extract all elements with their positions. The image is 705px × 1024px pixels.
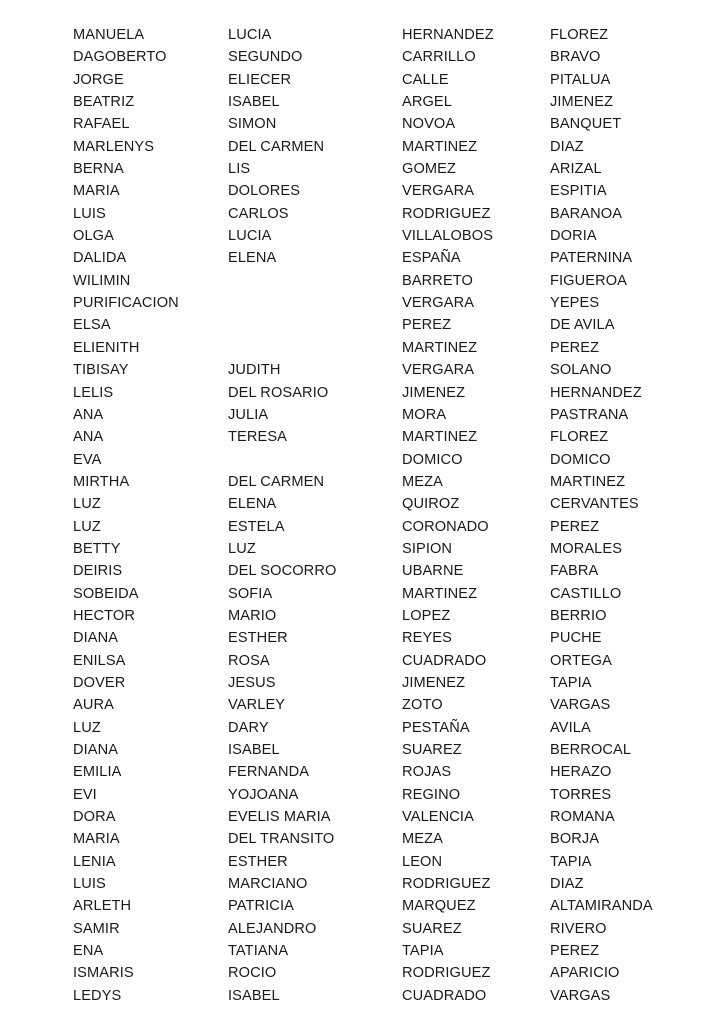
first-surname-cell: MARTINEZ (402, 585, 478, 602)
first-surname-cell: CARRILLO (402, 49, 476, 66)
second-surname-cell: PEREZ (550, 943, 600, 960)
first-surname-cell: MORA (402, 406, 447, 423)
second-name-cell: SIMON (228, 116, 277, 133)
table-row (73, 337, 683, 359)
first-name-cell: LUZ (73, 518, 101, 535)
second-name-cell: MARIO (228, 607, 277, 624)
first-name-cell: DALIDA (73, 250, 127, 267)
table-row (73, 806, 683, 828)
second-surname-cell: FABRA (550, 563, 599, 580)
second-surname-cell: PITALUA (550, 71, 611, 88)
second-name-cell: TERESA (228, 429, 287, 446)
second-surname-cell: APARICIO (550, 965, 620, 982)
first-surname-cell: VERGARA (402, 183, 475, 200)
second-name-cell: ESTHER (228, 630, 288, 647)
second-name-cell: ALEJANDRO (228, 920, 317, 937)
second-surname-cell: BANQUET (550, 116, 622, 133)
first-surname-cell: SUAREZ (402, 742, 462, 758)
second-surname-cell: FIGUEROA (550, 272, 628, 289)
first-surname-cell: CUADRADO (402, 652, 487, 669)
table-row (73, 940, 683, 962)
first-name-cell: TIBISAY (73, 362, 129, 379)
table-row (73, 404, 683, 426)
first-name-cell: DIANA (73, 742, 119, 758)
first-name-cell: BETTY (73, 540, 121, 557)
second-surname-cell: RIVERO (550, 920, 607, 937)
first-surname-cell: VALENCIA (402, 809, 474, 826)
first-name-cell: MARLENYS (73, 138, 155, 155)
table-row (73, 851, 683, 873)
first-surname-cell: NOVOA (402, 116, 456, 133)
second-name-cell: JESUS (228, 674, 276, 691)
second-surname-cell: AVILA (550, 719, 591, 736)
table-row (73, 828, 683, 850)
first-surname-cell: GOMEZ (402, 161, 457, 178)
table-row (73, 113, 683, 135)
first-name-cell: BERNA (73, 161, 124, 178)
second-name-cell: ISABEL (228, 742, 280, 758)
table-row (73, 225, 683, 247)
first-name-cell: ISMARIS (73, 965, 134, 982)
first-name-cell: WILIMIN (73, 272, 131, 289)
second-surname-cell: PATERNINA (550, 250, 633, 267)
first-name-cell: ANA (73, 406, 104, 423)
table-row (73, 918, 683, 940)
second-surname-cell: ESPITIA (550, 183, 607, 200)
second-surname-cell: BORJA (550, 831, 600, 848)
first-name-cell: EMILIA (73, 764, 122, 781)
first-surname-cell: QUIROZ (402, 496, 460, 513)
table-row (73, 895, 683, 917)
first-name-cell: ELSA (73, 317, 111, 334)
first-name-cell: DAGOBERTO (73, 49, 167, 66)
first-name-cell: DEIRIS (73, 563, 123, 580)
table-row (73, 247, 683, 269)
table-row (73, 203, 683, 225)
second-surname-cell: HERNANDEZ (550, 384, 642, 401)
second-surname-cell: YEPES (550, 295, 600, 312)
second-name-cell (228, 270, 402, 292)
second-surname-cell: DOMICO (550, 451, 611, 468)
second-surname-cell: DE AVILA (550, 317, 615, 334)
first-surname-cell: MEZA (402, 831, 443, 848)
table-row (73, 717, 683, 739)
first-name-cell: SOBEIDA (73, 585, 139, 602)
second-surname-cell: SOLANO (550, 362, 612, 379)
second-name-cell: ROSA (228, 652, 270, 669)
second-name-cell: DEL CARMEN (228, 138, 325, 155)
first-name-cell: LUIS (73, 876, 106, 893)
first-name-cell: DOVER (73, 674, 126, 691)
first-name-cell: SAMIR (73, 920, 120, 937)
second-surname-cell: DIAZ (550, 876, 584, 893)
first-surname-cell: MARTINEZ (402, 138, 478, 155)
first-surname-cell: PEREZ (402, 317, 452, 334)
first-surname-cell: HERNANDEZ (402, 27, 494, 43)
second-surname-cell: FLOREZ (550, 27, 609, 43)
second-name-cell: SEGUNDO (228, 49, 303, 66)
first-surname-cell: RODRIGUEZ (402, 965, 491, 982)
first-name-cell: LUIS (73, 205, 106, 222)
second-name-cell (228, 449, 402, 471)
second-surname-cell: VARGAS (550, 697, 611, 714)
table-row (73, 270, 683, 292)
first-name-cell: EVI (73, 786, 97, 803)
first-name-cell: EVA (73, 451, 102, 468)
first-surname-cell: CUADRADO (402, 987, 487, 1004)
first-name-cell: MARIA (73, 183, 120, 200)
second-name-cell (228, 314, 402, 336)
second-name-cell: DEL TRANSITO (228, 831, 335, 848)
first-surname-cell: JIMENEZ (402, 384, 466, 401)
table-row (73, 873, 683, 895)
second-surname-cell: FLOREZ (550, 429, 609, 446)
first-name-cell: ELIENITH (73, 339, 140, 356)
second-surname-cell: PEREZ (550, 339, 600, 356)
first-surname-cell: MARQUEZ (402, 898, 476, 915)
table-row (73, 694, 683, 716)
second-name-cell: DEL CARMEN (228, 473, 325, 490)
table-row (73, 449, 683, 471)
first-surname-cell: PESTAÑA (402, 719, 470, 736)
second-surname-cell: DIAZ (550, 138, 584, 155)
second-name-cell: YOJOANA (228, 786, 299, 803)
second-surname-cell: VARGAS (550, 987, 611, 1004)
first-surname-cell: ARGEL (402, 94, 452, 111)
first-name-cell: LEDYS (73, 987, 122, 1004)
first-name-cell: PURIFICACION (73, 295, 179, 312)
first-name-cell: ENILSA (73, 652, 126, 669)
second-surname-cell: BERROCAL (550, 742, 632, 758)
first-surname-cell: SIPION (402, 540, 453, 557)
table-row (73, 516, 683, 538)
first-name-cell: ANA (73, 429, 104, 446)
second-name-cell: VARLEY (228, 697, 286, 714)
second-name-cell: CARLOS (228, 205, 289, 222)
first-surname-cell: VERGARA (402, 295, 475, 312)
second-surname-cell: TAPIA (550, 674, 592, 691)
first-surname-cell: CORONADO (402, 518, 489, 535)
second-surname-cell: PUCHE (550, 630, 602, 647)
table-row (73, 359, 683, 381)
first-surname-cell: MEZA (402, 473, 443, 490)
first-name-cell: JORGE (73, 71, 124, 88)
second-surname-cell: MORALES (550, 540, 623, 557)
first-name-cell: MARIA (73, 831, 120, 848)
first-name-cell: AURA (73, 697, 114, 714)
first-name-cell: LELIS (73, 384, 114, 401)
first-surname-cell: REYES (402, 630, 452, 647)
first-surname-cell: REGINO (402, 786, 461, 803)
second-surname-cell: CASTILLO (550, 585, 622, 602)
first-name-cell: LUZ (73, 496, 101, 513)
first-surname-cell: ESPAÑA (402, 250, 461, 267)
second-name-cell: LUCIA (228, 228, 272, 245)
first-surname-cell: MARTINEZ (402, 429, 478, 446)
second-surname-cell: ROMANA (550, 809, 615, 826)
second-surname-cell: JIMENEZ (550, 94, 614, 111)
second-surname-cell: TORRES (550, 786, 612, 803)
first-surname-cell: MARTINEZ (402, 339, 478, 356)
table-row (73, 136, 683, 158)
second-name-cell: DEL ROSARIO (228, 384, 329, 401)
first-name-cell: RAFAEL (73, 116, 130, 133)
second-name-cell: DARY (228, 719, 269, 736)
first-surname-cell: LEON (402, 853, 443, 870)
first-surname-cell: VILLALOBOS (402, 228, 494, 245)
first-name-cell: DIANA (73, 630, 119, 647)
table-row (73, 583, 683, 605)
second-name-cell (228, 337, 402, 359)
first-name-cell: LUZ (73, 719, 101, 736)
table-row (73, 314, 683, 336)
second-surname-cell: ARIZAL (550, 161, 602, 178)
second-name-cell: ISABEL (228, 987, 280, 1004)
table-row (73, 538, 683, 560)
second-name-cell: ELIECER (228, 71, 292, 88)
first-surname-cell: CALLE (402, 71, 449, 88)
table-row (73, 605, 683, 627)
second-name-cell: LUCIA (228, 27, 272, 43)
second-name-cell: SOFIA (228, 585, 273, 602)
first-name-cell: MANUELA (73, 27, 145, 43)
table-row (73, 761, 683, 783)
names-table (73, 24, 683, 1007)
table-row (73, 471, 683, 493)
table-row (73, 292, 683, 314)
first-surname-cell: BARRETO (402, 272, 473, 289)
table-row (73, 382, 683, 404)
table-row (73, 784, 683, 806)
second-name-cell: LIS (228, 161, 251, 178)
second-name-cell: ROCIO (228, 965, 277, 982)
table-row (73, 24, 683, 46)
table-row (73, 672, 683, 694)
first-surname-cell: UBARNE (402, 563, 464, 580)
table-row (73, 627, 683, 649)
second-surname-cell: ALTAMIRANDA (550, 898, 653, 915)
second-surname-cell: ORTEGA (550, 652, 612, 669)
first-name-cell: BEATRIZ (73, 94, 135, 111)
second-name-cell: PATRICIA (228, 898, 294, 915)
second-name-cell: FERNANDA (228, 764, 310, 781)
first-surname-cell: ZOTO (402, 697, 443, 714)
second-name-cell: JUDITH (228, 362, 281, 379)
table-row (73, 69, 683, 91)
second-name-cell: EVELIS MARIA (228, 809, 331, 826)
names-table-body (73, 24, 683, 1007)
second-surname-cell: CERVANTES (550, 496, 639, 513)
second-surname-cell: DORIA (550, 228, 597, 245)
table-row (73, 739, 683, 761)
second-name-cell: DOLORES (228, 183, 301, 200)
first-surname-cell: DOMICO (402, 451, 463, 468)
table-row (73, 426, 683, 448)
table-row (73, 46, 683, 68)
second-surname-cell: HERAZO (550, 764, 612, 781)
first-surname-cell: ROJAS (402, 764, 452, 781)
first-surname-cell: SUAREZ (402, 920, 462, 937)
first-name-cell: ENA (73, 943, 104, 960)
second-name-cell: MARCIANO (228, 876, 308, 893)
first-surname-cell: JIMENEZ (402, 674, 466, 691)
second-surname-cell: PEREZ (550, 518, 600, 535)
table-row (73, 650, 683, 672)
table-row (73, 985, 683, 1007)
second-name-cell: ELENA (228, 250, 277, 267)
second-name-cell: LUZ (228, 540, 256, 557)
first-surname-cell: RODRIGUEZ (402, 205, 491, 222)
table-row (73, 180, 683, 202)
second-surname-cell: PASTRANA (550, 406, 629, 423)
first-name-cell: LENIA (73, 853, 116, 870)
table-row (73, 158, 683, 180)
first-surname-cell: LOPEZ (402, 607, 451, 624)
second-name-cell: ISABEL (228, 94, 280, 111)
second-surname-cell: BARANOA (550, 205, 623, 222)
second-surname-cell: MARTINEZ (550, 473, 626, 490)
first-name-cell: HECTOR (73, 607, 135, 624)
table-row (73, 962, 683, 984)
second-surname-cell: BERRIO (550, 607, 607, 624)
second-name-cell: ESTHER (228, 853, 288, 870)
table-row (73, 493, 683, 515)
first-name-cell: ARLETH (73, 898, 132, 915)
second-name-cell: DEL SOCORRO (228, 563, 337, 580)
first-surname-cell: RODRIGUEZ (402, 876, 491, 893)
first-name-cell: OLGA (73, 228, 114, 245)
second-name-cell: JULIA (228, 406, 269, 423)
second-name-cell: ELENA (228, 496, 277, 513)
first-surname-cell: VERGARA (402, 362, 475, 379)
second-name-cell: TATIANA (228, 943, 289, 960)
first-name-cell: MIRTHA (73, 473, 130, 490)
table-row (73, 560, 683, 582)
first-name-cell: DORA (73, 809, 116, 826)
second-surname-cell: TAPIA (550, 853, 592, 870)
second-name-cell: ESTELA (228, 518, 285, 535)
second-surname-cell: BRAVO (550, 49, 601, 66)
second-name-cell (228, 292, 402, 314)
first-surname-cell: TAPIA (402, 943, 444, 960)
table-row (73, 91, 683, 113)
